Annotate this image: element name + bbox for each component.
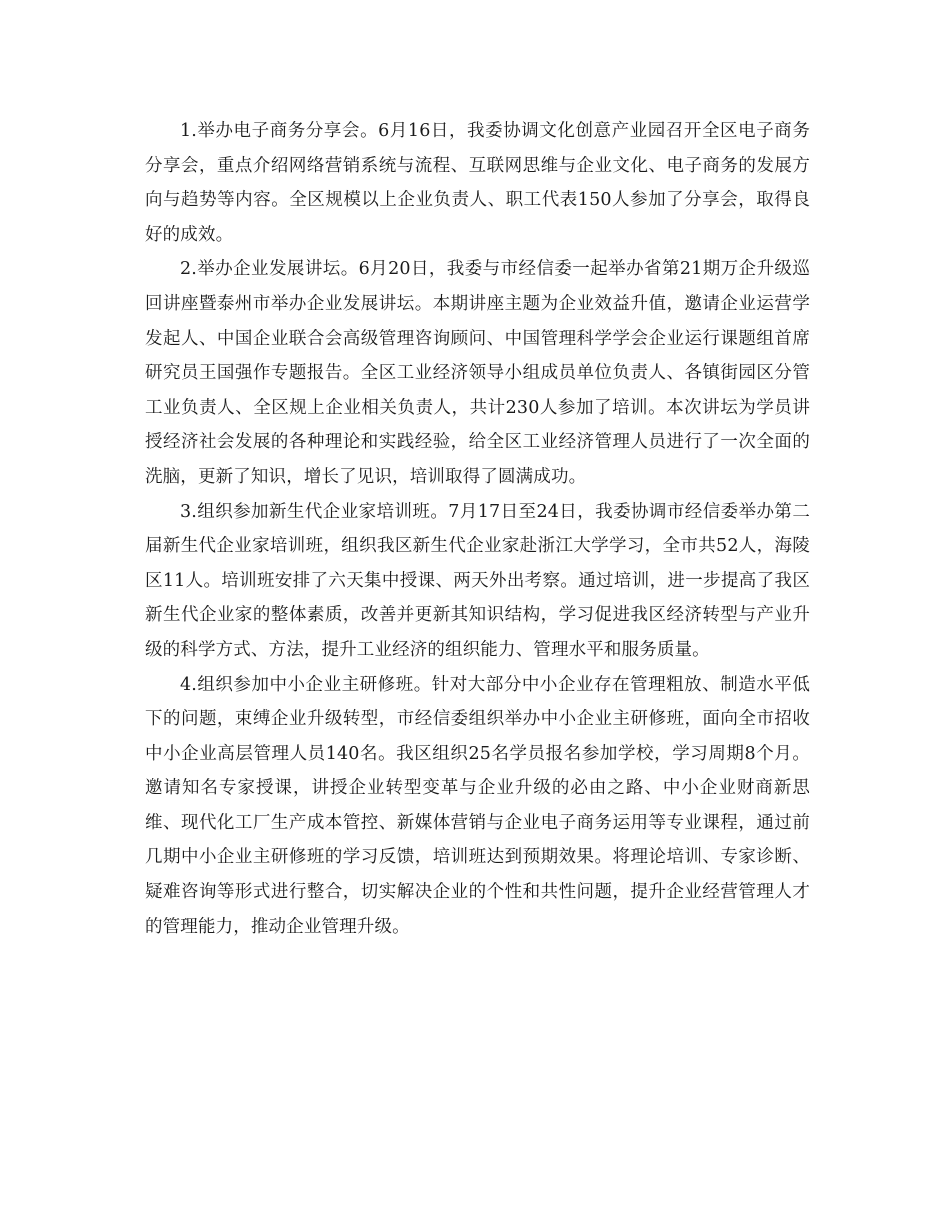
document-body [145,114,810,944]
paragraph-ecommerce-sharing: 1.举办电子商务分享会。6月16日，我委协调文化创意产业园召开全区电子商务分享会，重点介绍网络营销系统与流程、互联网思维与企业文化、电子商务的发展方向与趋势等内容。全区规模以上企业负责人、职工代表150人参加了分享会，取得良好的成效。 [145,121,810,245]
paragraph-enterprise-forum: 2.举办企业发展讲坛。6月20日，我委与市经信委一起举办省第21期万企升级巡回讲座暨泰州市举办企业发展讲坛。本期讲座主题为企业效益升值，邀请企业运营学发起人、中国企业联合会高级管理咨询顾问、中国管理科学学会企业运行课题组首席研究员王国强作专题报告。全区工业经济领导小组成员单位负责人、各镇街园区分管工业负责人、全区规上企业相关负责人，共计230人参加了培训。本次讲坛为学员讲授经济社会发展的各种理论和实践经验，给全区工业经济管理人员进行了一次全面的洗脑，更新了知识，增长了见识，培训取得了圆满成功。 [145,259,810,487]
paragraph-new-generation-training: 3.组织参加新生代企业家培训班。7月17日至24日，我委协调市经信委举办第二届新生代企业家培训班，组织我区新生代企业家赴浙江大学学习，全市共52人，海陵区11人。培训班安排了六天集中授课、两天外出考察。通过培训，进一步提高了我区新生代企业家的整体素质，改善并更新其知识结构，学习促进我区经济转型与产业升级的科学方式、方法，提升工业经济的组织能力、管理水平和服务质量。 [145,501,810,660]
paragraph-sme-owner-seminar: 4.组织参加中小企业主研修班。针对大部分中小企业存在管理粗放、制造水平低下的问题，束缚企业升级转型，市经信委组织举办中小企业主研修班，面向全市招收中小企业高层管理人员140名。我区组织25名学员报名参加学校，学习周期8个月。邀请知名专家授课，讲授企业转型变革与企业升级的必由之路、中小企业财商新思维、现代化工厂生产成本管控、新媒体营销与企业电子商务运用等专业课程，通过前几期中小企业主研修班的学习反馈，培训班达到预期效果。将理论培训、专家诊断、疑难咨询等形式进行整合，切实解决企业的个性和共性问题，提升企业经营管理人才的管理能力，推动企业管理升级。 [145,674,810,937]
